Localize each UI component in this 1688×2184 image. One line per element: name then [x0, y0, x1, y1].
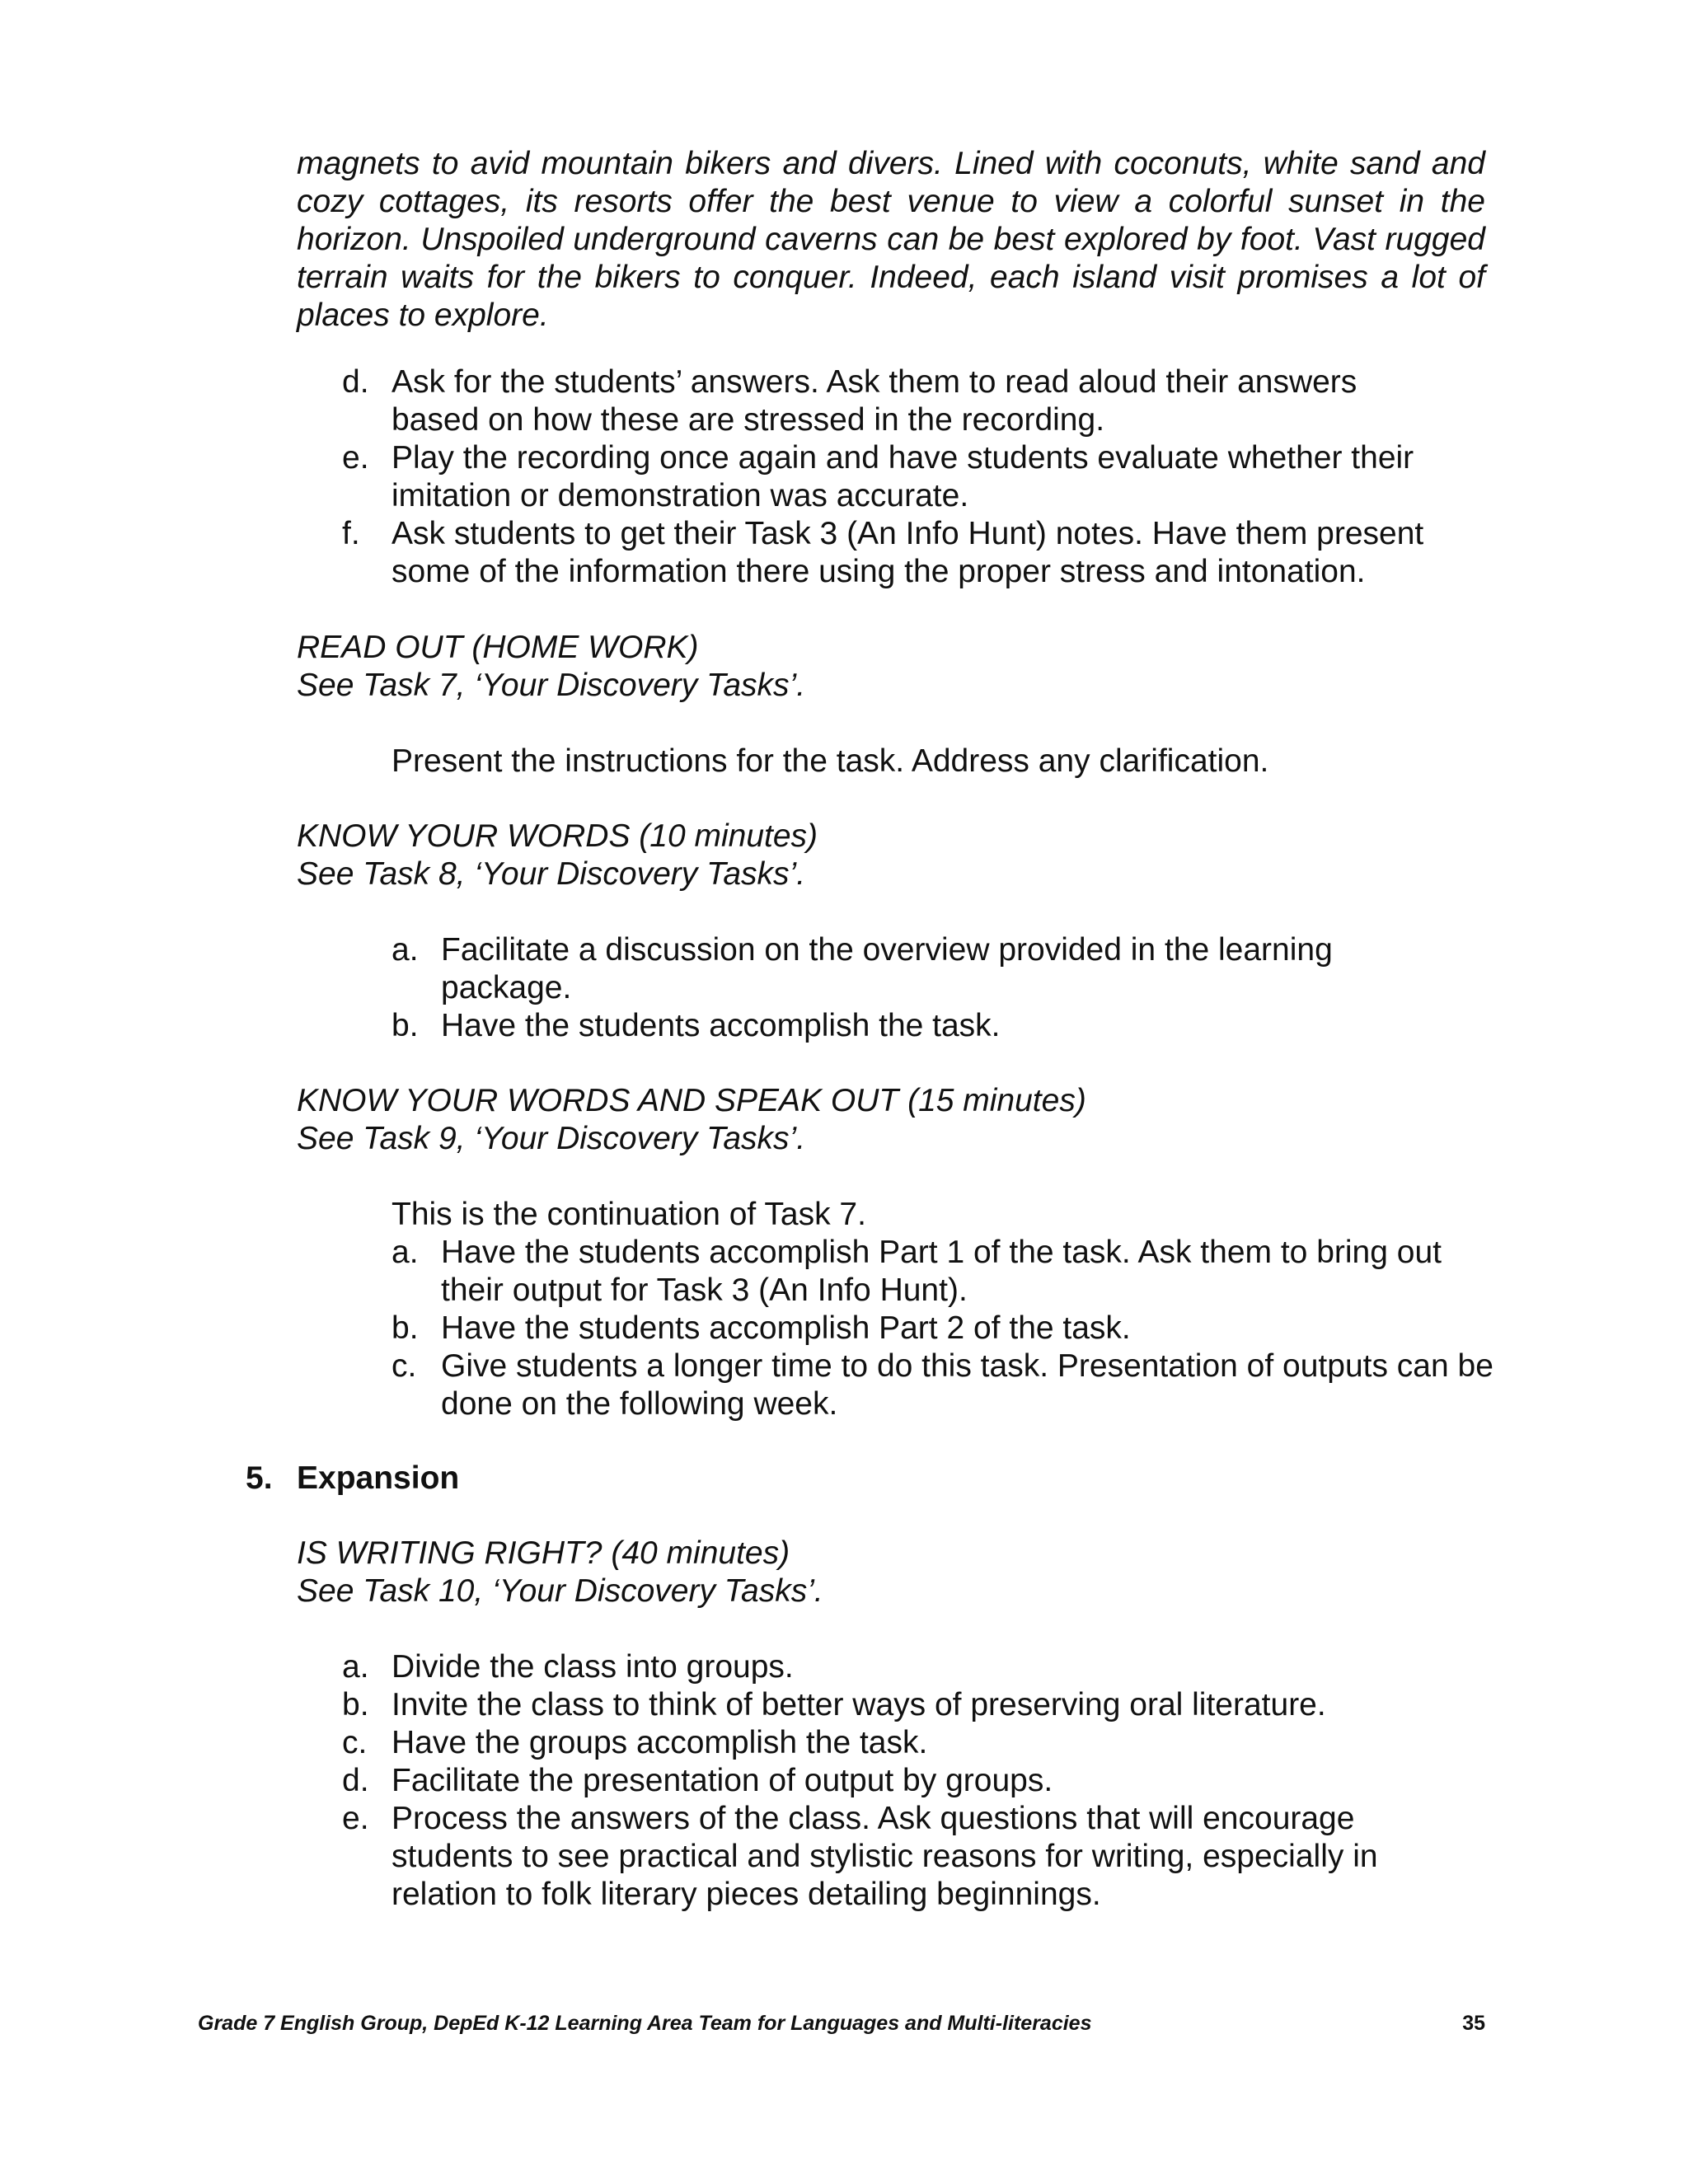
list-item: [342, 1724, 1447, 1762]
list-marker: a.: [342, 1649, 369, 1685]
list-marker: c.: [392, 1348, 417, 1384]
list-item-text: Give students a longer time to do this task. Presentation of outputs can be done on the following week.: [441, 1348, 1493, 1422]
list-item: [342, 439, 1447, 515]
list-item-text: Have the students accomplish Part 2 of the task.: [441, 1310, 1131, 1346]
know-your-words-heading: [297, 818, 1451, 893]
read-out-task-reference: See Task 7, ‘Your Discovery Tasks’.: [297, 668, 806, 703]
list-item-text: Process the answers of the class. Ask questions that will encourage students to see practical and stylistic reasons for writing, especially in relation to folk literary pieces detailing beginnings.: [392, 1801, 1378, 1912]
list-item: [342, 1762, 1447, 1800]
list-marker: e.: [342, 440, 369, 476]
list-item: [342, 1686, 1447, 1724]
know-your-words-title: KNOW YOUR WORDS (10 minutes): [297, 818, 818, 854]
speak-out-title: KNOW YOUR WORDS AND SPEAK OUT (15 minutes): [297, 1083, 1086, 1118]
know-your-words-list: [392, 931, 1447, 1045]
list-marker: a.: [392, 932, 419, 968]
list-marker: f.: [342, 516, 360, 551]
footer-text: Grade 7 English Group, DepEd K-12 Learning Area Team for Languages and Multi-literacies: [198, 2012, 1092, 2035]
read-out-heading: [297, 629, 1451, 705]
list-item-text: Play the recording once again and have students evaluate whether their imitation or demonstration was accurate.: [392, 440, 1414, 513]
list-item: [392, 1347, 1500, 1423]
expansion-heading: [297, 1535, 1451, 1610]
list-item-text: Facilitate the presentation of output by groups.: [392, 1763, 1053, 1798]
list-item-text: Ask students to get their Task 3 (An Info Hunt) notes. Have them present some of the information there using the proper stress and intonation.: [392, 516, 1424, 589]
expansion-list: [342, 1648, 1447, 1914]
list-item-text: Divide the class into groups.: [392, 1649, 794, 1685]
list-item-text: Have the students accomplish the task.: [441, 1008, 1001, 1043]
list-marker: c.: [342, 1725, 368, 1760]
list-marker: b.: [342, 1687, 369, 1722]
expansion-task-reference: See Task 10, ‘Your Discovery Tasks’.: [297, 1573, 823, 1609]
list-marker: a.: [392, 1235, 419, 1270]
list-item: [392, 1007, 1447, 1045]
list-item: [392, 931, 1447, 1007]
list-item-text: Have the students accomplish Part 1 of the task. Ask them to bring out their output for Task 3 (An Info Hunt).: [441, 1235, 1442, 1308]
list-item: [342, 515, 1447, 591]
speak-out-list: [392, 1234, 1500, 1423]
list-item: [392, 1234, 1500, 1310]
list-item: [342, 1648, 1447, 1686]
section-number: 5.: [246, 1460, 273, 1496]
read-out-title: READ OUT (HOME WORK): [297, 630, 699, 665]
list-item: [342, 363, 1447, 439]
list-marker: b.: [392, 1008, 419, 1043]
list-item: [342, 1800, 1447, 1914]
list-item-text: Invite the class to think of better ways of preserving oral literature.: [392, 1687, 1326, 1722]
speak-out-lead: This is the continuation of Task 7.: [392, 1197, 866, 1232]
page-footer: [198, 2011, 1485, 2036]
list-item: [392, 1310, 1500, 1347]
speak-out-heading: [297, 1082, 1451, 1158]
list-item-text: Have the groups accomplish the task.: [392, 1725, 928, 1760]
list-marker: b.: [392, 1310, 419, 1346]
expansion-subtitle: IS WRITING RIGHT? (40 minutes): [297, 1535, 790, 1571]
list-marker: d.: [342, 364, 369, 400]
speak-out-task-reference: See Task 9, ‘Your Discovery Tasks’.: [297, 1121, 806, 1156]
list-item-text: Facilitate a discussion on the overview provided in the learning package.: [441, 932, 1333, 1005]
page-number: 35: [1462, 2012, 1485, 2035]
list-item-text: Ask for the students’ answers. Ask them to read aloud their answers based on how these are stressed in the recording.: [392, 364, 1357, 438]
read-out-instruction: Present the instructions for the task. Address any clarification.: [392, 743, 1269, 779]
list-marker: d.: [342, 1763, 369, 1798]
stress-activity-list: [342, 363, 1447, 591]
intro-paragraph: magnets to avid mountain bikers and divers. Lined with coconuts, white sand and cozy cottages, its resorts offer the best venue to view a colorful sunset in the horizon. Unspoiled underground caverns can be best explored by foot. Vast rugged terrain waits for the bikers to conquer. Indeed, each island visit promises a lot of places to explore.: [297, 146, 1485, 333]
know-your-words-task-reference: See Task 8, ‘Your Discovery Tasks’.: [297, 856, 806, 892]
section-title: Expansion: [297, 1460, 460, 1496]
list-marker: e.: [342, 1801, 369, 1836]
